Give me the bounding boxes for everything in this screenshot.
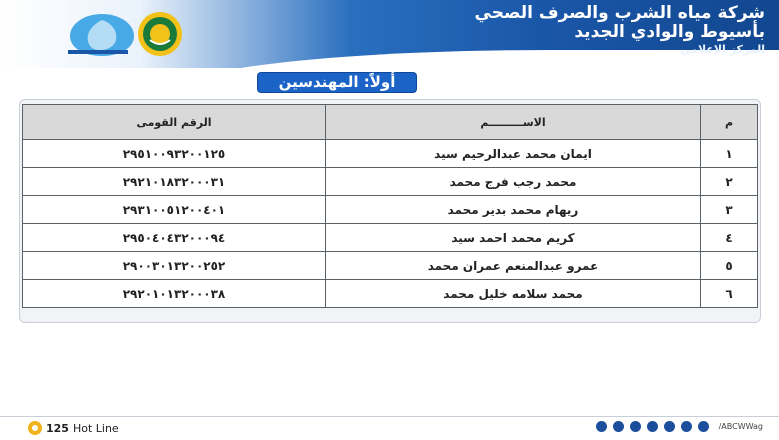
row-national-id: ٢٩٢١٠١٨٣٢٠٠٠٣١ <box>23 168 326 196</box>
company-logo <box>62 10 188 58</box>
row-num: ٥ <box>701 252 758 280</box>
telegram-icon[interactable] <box>698 421 709 432</box>
table-row <box>23 168 758 196</box>
twitter-icon[interactable] <box>613 421 624 432</box>
header-subtitle: المركز الإعلامي <box>680 43 765 56</box>
row-num: ١ <box>701 140 758 168</box>
row-name: ريهام محمد بدير محمد <box>326 196 701 224</box>
row-national-id: ٢٩٢٠١٠١٣٢٠٠٠٣٨ <box>23 280 326 308</box>
footer-bar <box>0 416 779 440</box>
header-national-id: الرقم القومى <box>23 105 326 140</box>
row-name: محمد رجب فرج محمد <box>326 168 701 196</box>
row-name: عمرو عبدالمنعم عمران محمد <box>326 252 701 280</box>
row-national-id: ٢٩٥٠٤٠٤٣٢٠٠٠٩٤ <box>23 224 326 252</box>
row-national-id: ٢٩٠٠٣٠١٣٢٠٠٢٥٢ <box>23 252 326 280</box>
table-row <box>23 280 758 308</box>
row-name: محمد سلامه خليل محمد <box>326 280 701 308</box>
row-national-id: ٢٩٥١٠٠٩٣٢٠٠١٢٥ <box>23 140 326 168</box>
whatsapp-icon[interactable] <box>681 421 692 432</box>
header-banner <box>0 0 779 68</box>
table-row <box>23 252 758 280</box>
row-num: ٦ <box>701 280 758 308</box>
row-name: كريم محمد احمد سيد <box>326 224 701 252</box>
header-num: م <box>701 105 758 140</box>
row-name: ايمان محمد عبدالرحيم سيد <box>326 140 701 168</box>
row-num: ٤ <box>701 224 758 252</box>
header-title-line2: بأسيوط والوادي الجديد <box>574 22 765 42</box>
header-title-line1: شركة مياه الشرب والصرف الصحي <box>474 3 765 23</box>
instagram-icon[interactable] <box>630 421 641 432</box>
table-row <box>23 196 758 224</box>
row-national-id: ٢٩٣١٠٠٥١٢٠٠٤٠١ <box>23 196 326 224</box>
row-num: ٣ <box>701 196 758 224</box>
row-num: ٢ <box>701 168 758 196</box>
table-row <box>23 224 758 252</box>
table-row <box>23 140 758 168</box>
engineers-table <box>22 104 758 308</box>
hotline-number: 125 <box>46 421 69 435</box>
youtube-icon[interactable] <box>647 421 658 432</box>
header-name: الاســـــــــم <box>326 105 701 140</box>
social-handle: /ABCWWag <box>718 422 763 431</box>
social-links <box>596 421 763 432</box>
section-title: أولاً: المهندسين <box>258 73 416 92</box>
hotline-label: Hot Line <box>72 421 119 435</box>
phone-icon <box>28 421 42 435</box>
linkedin-icon[interactable] <box>664 421 675 432</box>
facebook-icon[interactable] <box>596 421 607 432</box>
header-title-block <box>475 4 765 57</box>
table-header-row <box>23 105 758 140</box>
hotline <box>28 421 119 435</box>
